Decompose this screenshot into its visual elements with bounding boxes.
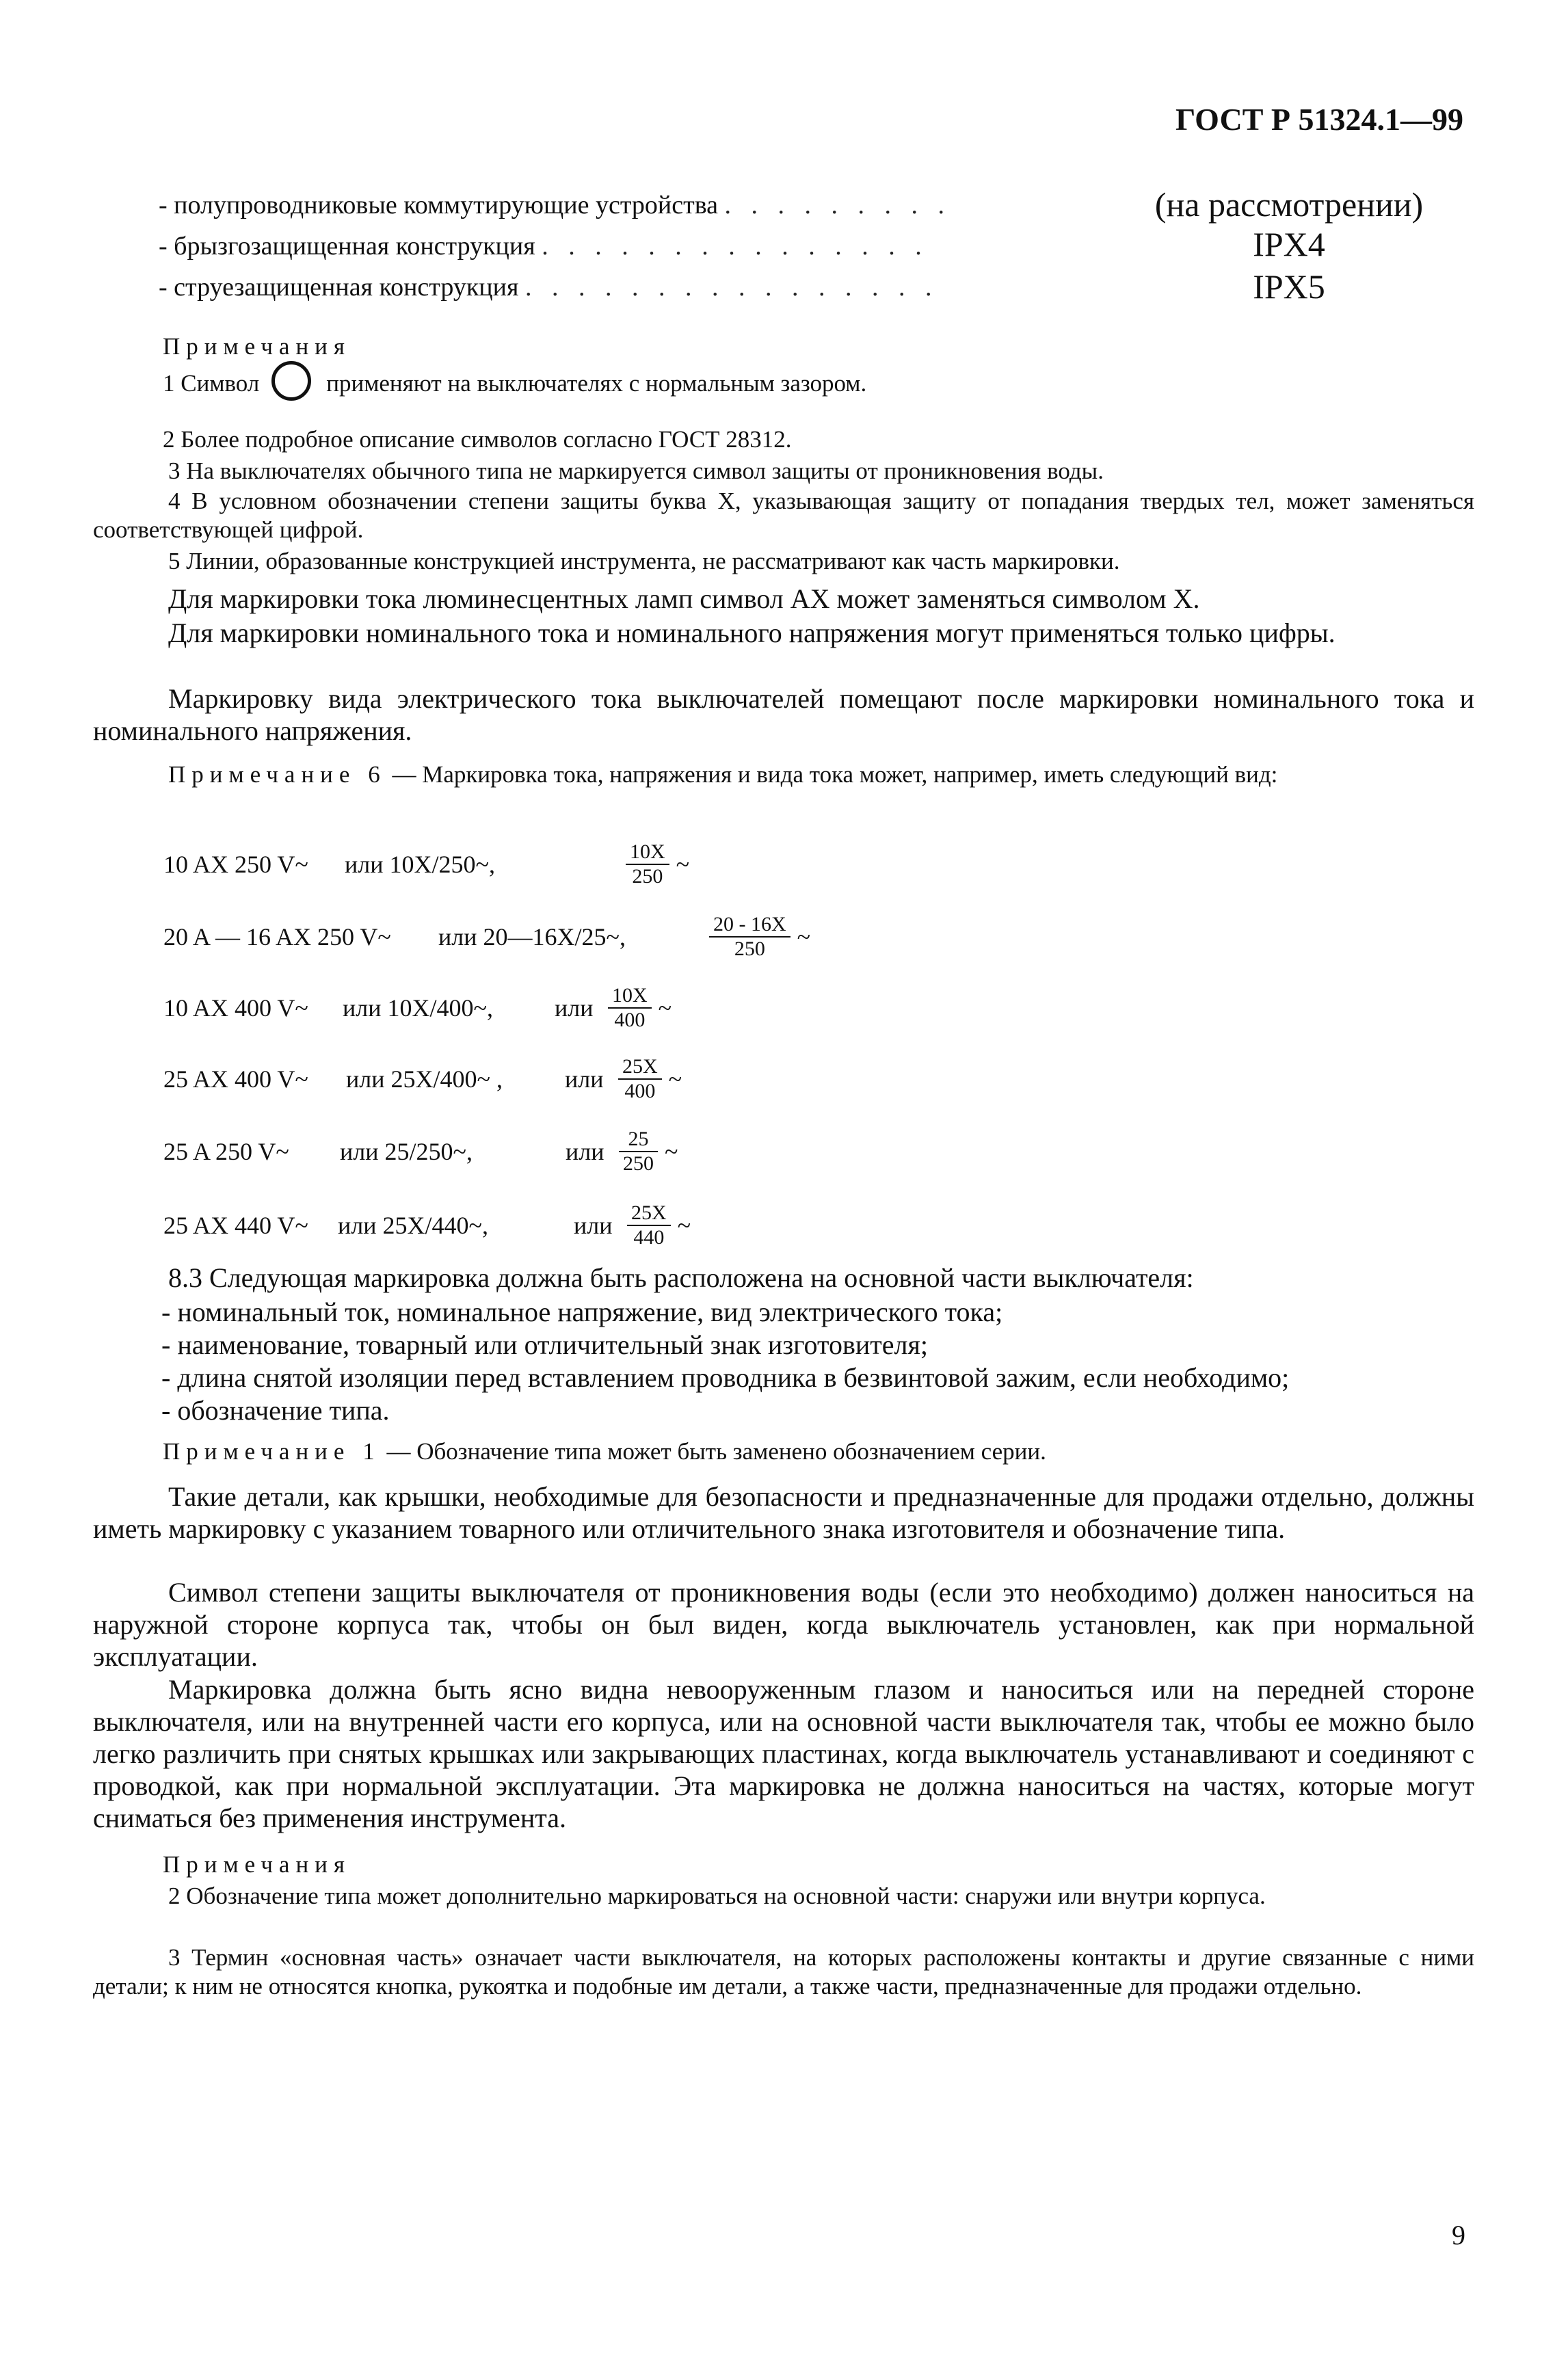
marking-example: 10 AX 250 V~ или 10X/250~, $\frac{10X}{250}$ ~ (163, 840, 690, 888)
paragraph: Для маркировки номинального тока и номинального напряжения могут применяться только цифры. (168, 617, 1336, 648)
note-5: 5 Линии, образованные конструкцией инструмента, не рассматривают как часть маркировки. (168, 548, 1120, 574)
note-6-label: Примечание 6 (168, 761, 386, 788)
list-item-value: IPX4 (1253, 225, 1325, 263)
note-4: 4 В условном обозначении степени защиты буква X, указывающая защиту от попадания твердых тел, может заменяться соответствующей цифрой. (93, 488, 1474, 543)
marking-example: 10 AX 400 V~ или 10X/400~, или $\frac{10X}{400}$ ~ (163, 984, 672, 1031)
note-3: 3 На выключателях обычного типа не маркируется символ защиты от проникновения воды. (168, 457, 1104, 484)
marking-example: 25 AX 400 V~ или 25X/400~ , или $\frac{25X}{400}$ ~ (163, 1055, 682, 1102)
note-6 (93, 760, 1474, 789)
note-6-text: — Маркировка тока, напряжения и вида тока может, например, иметь следующий вид: (392, 761, 1278, 788)
note-1-after: применяют на выключателях с нормальным зазором. (326, 370, 867, 397)
list-item (159, 190, 951, 220)
list-item-label: - полупроводниковые коммутирующие устройства (159, 191, 719, 220)
list-item-value: (на рассмотрении) (1154, 185, 1424, 224)
dot-leader: . . . . . . . . . (724, 191, 952, 220)
normal-gap-circle-icon (271, 361, 311, 401)
list-item: - обозначение типа. (161, 1395, 390, 1426)
paragraph: Символ степени защиты выключателя от проникновения воды (если это необходимо) должен наноситься на наружной стороне корпуса так, чтобы он был виден, когда выключатель установлен, как при нормальной эксплуатации. (93, 1577, 1474, 1672)
list-item: - наименование, товарный или отличительный знак изготовителя; (161, 1329, 928, 1360)
notes-heading: Примечания (163, 333, 351, 360)
paragraph: Для маркировки тока люминесцентных ламп символ AX может заменяться символом X. (168, 583, 1200, 614)
note-1-section: Примечание 1 — Обозначение типа может быть заменено обозначением серии. (163, 1438, 1046, 1465)
note-2: 2 Более подробное описание символов согласно ГОСТ 28312. (163, 426, 792, 453)
list-item (159, 272, 938, 302)
note-1-before: 1 Символ (163, 370, 260, 397)
marking-example: 25 A 250 V~ или 25/250~, или $\frac{25}{250}$ ~ (163, 1128, 678, 1175)
notes-heading: Примечания (163, 1851, 351, 1878)
note-3-bottom: 3 Термин «основная часть» означает части выключателя, на которых расположены контакты и другие связанные с ними детали; к ним не относятся кнопка, рукоятка и подобные им детали, а также части, предназначенные для продажи отдельно. (93, 1944, 1474, 1999)
list-item: - номинальный ток, номинальное напряжение, вид электрического тока; (161, 1297, 1003, 1327)
dot-leader: . . . . . . . . . . . . . . . (542, 232, 929, 261)
paragraph: Такие детали, как крышки, необходимые для безопасности и предназначенные для продажи отдельно, должны иметь маркировку с указанием товарного или отличительного знака изготовителя и обозначение типа. (93, 1481, 1474, 1544)
list-item: - длина снятой изоляции перед вставлением проводника в безвинтовой зажим, если необходимо; (161, 1362, 1290, 1393)
list-item (159, 231, 929, 261)
page-number: 9 (1452, 2220, 1465, 2250)
list-item-label: - струезащищенная конструкция (159, 273, 519, 302)
paragraph: Маркировку вида электрического тока выключателей помещают после маркировки номинального тока и номинального напряжения. (93, 683, 1474, 746)
list-item-label: - брызгозащищенная конструкция (159, 232, 535, 261)
marking-example: 25 AX 440 V~ или 25X/440~, или $\frac{25X}{440}$ ~ (163, 1201, 691, 1249)
document-code: ГОСТ Р 51324.1—99 (1175, 102, 1463, 137)
list-item-value: IPX5 (1253, 267, 1325, 306)
paragraph: Маркировка должна быть ясно видна невооруженным глазом и наноситься или на передней стороне выключателя, или на внутренней части его корпуса, или на основной части выключателя так, чтобы ее можно было легко различить при снятых крышках или закрывающих пластинах, когда выключатель устанавливают и соединяют с проводкой, как при нормальной эксплуатации. Эта маркировка не должна наноситься на частях, которые могут сниматься без применения инструмента. (93, 1674, 1474, 1833)
note-2-bottom: 2 Обозначение типа может дополнительно маркироваться на основной части: снаружи или внутри корпуса. (168, 1883, 1266, 1909)
dot-leader: . . . . . . . . . . . . . . . . (524, 273, 939, 302)
marking-example: 20 A — 16 AX 250 V~ или 20—16X/25~, $\frac{20 - 16X}{250}$ ~ (163, 913, 811, 960)
section-8-3-intro: 8.3 Следующая маркировка должна быть расположена на основной части выключателя: (168, 1262, 1194, 1293)
note-1 (163, 369, 866, 401)
